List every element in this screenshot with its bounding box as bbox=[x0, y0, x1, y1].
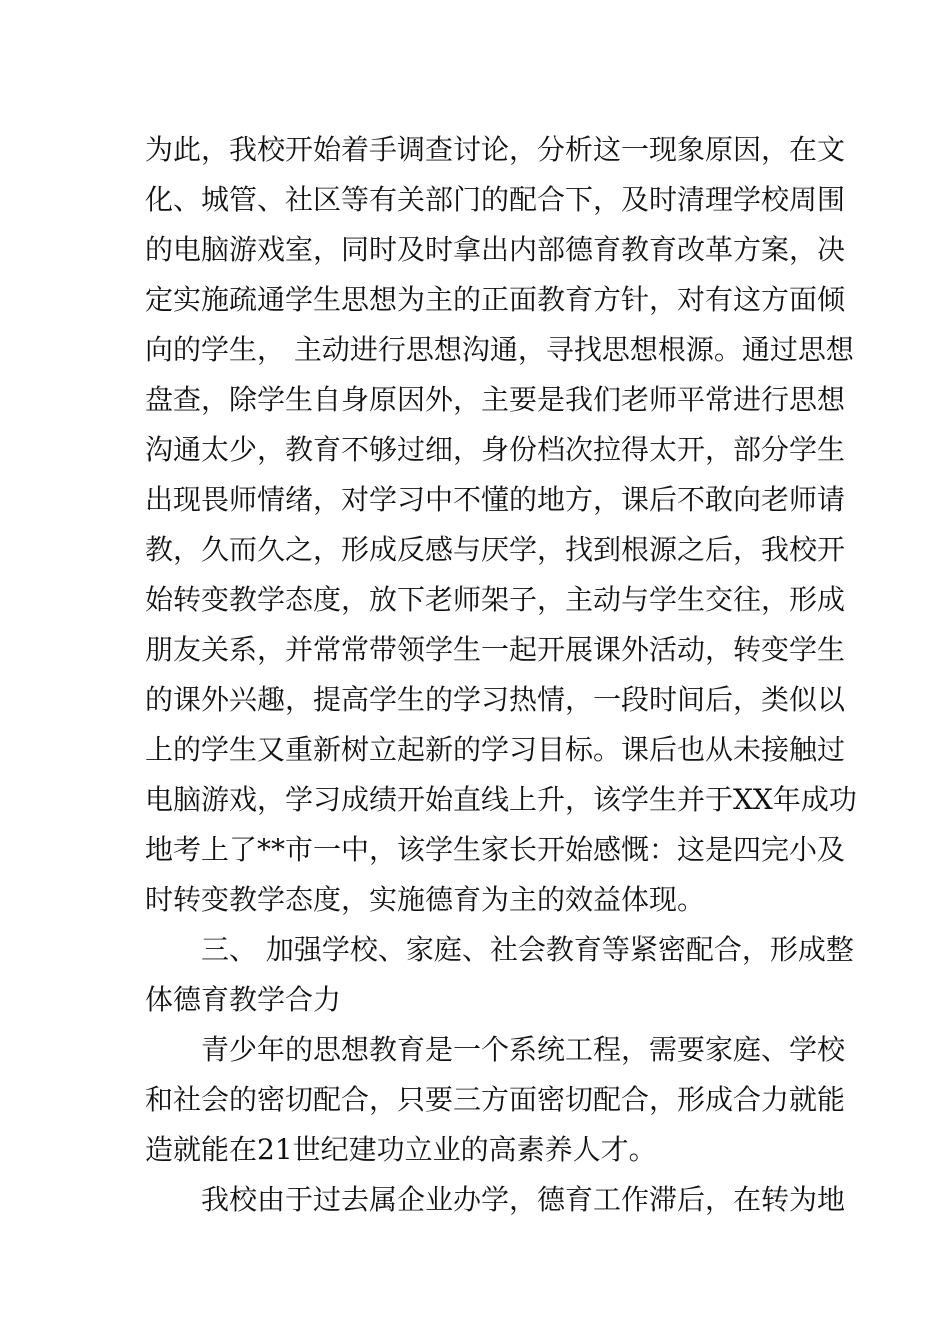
section-heading-line: 三、 加强学校、家庭、社会教育等紧密配合，形成整 bbox=[201, 933, 854, 966]
text-line: 向的学生， 主动进行思想沟通，寻找思想根源。通过思想 bbox=[145, 333, 854, 366]
text-line: 为此，我校开始着手调查讨论，分析这一现象原因，在文 bbox=[145, 133, 846, 166]
text-line: 时转变教学态度，实施德育为主的效益体现。 bbox=[145, 883, 706, 916]
text-line: 定实施疏通学生思想为主的正面教育方针，对有这方面倾 bbox=[145, 283, 846, 316]
section-heading-line: 体德育教学合力 bbox=[145, 983, 342, 1016]
text-line: 和社会的密切配合，只要三方面密切配合，形成合力就能 bbox=[145, 1083, 846, 1116]
text-line: 教，久而久之，形成反感与厌学，找到根源之后，我校开 bbox=[145, 533, 846, 566]
text-line: 始转变教学态度，放下老师架子，主动与学生交往，形成 bbox=[145, 583, 846, 616]
text-line: 出现畏师情绪，对学习中不懂的地方，课后不敢向老师请 bbox=[145, 483, 846, 516]
text-line: 电脑游戏，学习成绩开始直线上升，该学生并于XX年成功 bbox=[145, 783, 857, 816]
text-line: 地考上了**市一中，该学生家长开始感慨：这是四完小及 bbox=[145, 833, 846, 866]
text-line: 造就能在21世纪建功立业的高素养人才。 bbox=[145, 1133, 657, 1166]
text-line: 青少年的思想教育是一个系统工程，需要家庭、学校 bbox=[201, 1033, 846, 1066]
text-line: 盘查，除学生自身原因外，主要是我们老师平常进行思想 bbox=[145, 383, 846, 416]
text-line: 朋友关系，并常常带领学生一起开展课外活动，转变学生 bbox=[145, 633, 846, 666]
text-line: 化、城管、社区等有关部门的配合下，及时清理学校周围 bbox=[145, 183, 846, 216]
text-line: 的电脑游戏室，同时及时拿出内部德育教育改革方案，决 bbox=[145, 233, 846, 266]
text-line: 上的学生又重新树立起新的学习目标。课后也从未接触过 bbox=[145, 733, 846, 766]
text-line: 我校由于过去属企业办学，德育工作滞后，在转为地 bbox=[201, 1183, 846, 1216]
text-line: 的课外兴趣，提高学生的学习热情，一段时间后，类似以 bbox=[145, 683, 846, 716]
text-line: 沟通太少，教育不够过细，身份档次拉得太开，部分学生 bbox=[145, 433, 846, 466]
